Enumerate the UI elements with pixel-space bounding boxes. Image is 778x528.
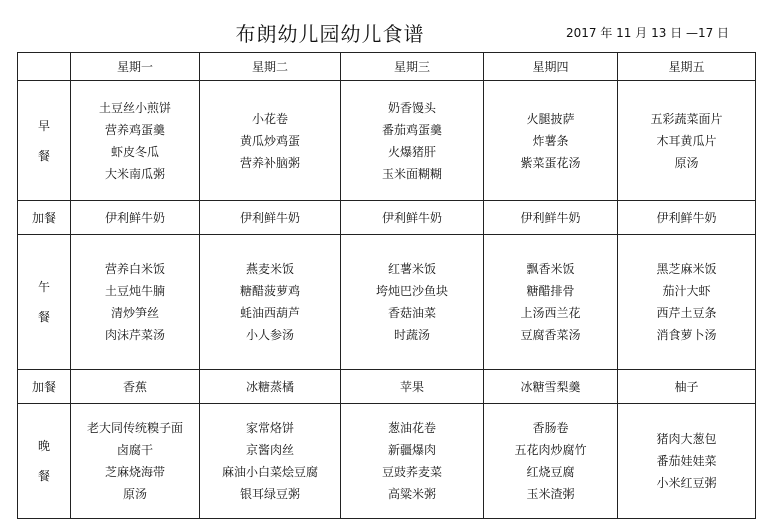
dish-item: 大米南瓜粥 (104, 166, 165, 181)
dish-item: 伊利鲜牛奶 (381, 210, 442, 225)
dish-item: 蚝油西葫芦 (239, 306, 300, 320)
menu-cell (200, 201, 341, 235)
dish-item: 黄瓜炒鸡蛋 (239, 133, 300, 148)
dish-item: 炸薯条 (532, 133, 569, 148)
dish-item: 营养补脑粥 (239, 155, 300, 170)
dish-item: 麻油小白菜烩豆腐 (221, 465, 318, 479)
menu-cell (71, 370, 200, 404)
dish-item: 老大同传统糗子面 (86, 421, 183, 435)
dish-item: 垮炖巴沙鱼块 (375, 284, 448, 298)
dish-item: 五彩蔬菜面片 (650, 111, 723, 126)
dish-item: 新疆爆肉 (387, 443, 436, 457)
dish-item: 伊利鲜牛奶 (656, 210, 717, 225)
menu-cell (484, 81, 618, 201)
dish-item: 小人参汤 (245, 328, 294, 342)
dish-item: 银耳绿豆粥 (239, 487, 300, 501)
dish-item: 消食萝卜汤 (656, 328, 717, 342)
dish-item: 营养鸡蛋羹 (104, 122, 165, 137)
meal-label (18, 370, 71, 404)
menu-cell (200, 81, 341, 201)
menu-cell (618, 201, 756, 235)
dish-item: 香菇油菜 (387, 306, 436, 320)
dish-item: 玉米渣粥 (526, 487, 575, 501)
menu-cell (618, 370, 756, 404)
day-header: 星期一 (71, 53, 200, 81)
meal-label-text: 餐 (37, 148, 50, 163)
dish-item: 奶香馒头 (387, 100, 436, 115)
meal-label-text: 餐 (37, 310, 50, 324)
menu-cell (618, 81, 756, 201)
dish-item: 土豆丝小煎饼 (98, 100, 171, 115)
dish-item: 小米红豆粥 (656, 476, 717, 490)
menu-table (17, 52, 756, 519)
menu-cell (484, 235, 618, 370)
dish-item: 上汤西兰花 (520, 306, 581, 320)
day-header: 星期二 (200, 53, 341, 81)
dish-item: 小花卷 (251, 111, 288, 126)
dish-item: 茄汁大虾 (662, 284, 711, 298)
dish-item: 火腿披萨 (526, 111, 575, 126)
dish-item: 原汤 (674, 155, 699, 170)
dish-item: 黑芝麻米饭 (656, 262, 717, 276)
menu-cell (341, 235, 484, 370)
dish-item: 飘香米饭 (526, 262, 575, 276)
dish-item: 伊利鲜牛奶 (104, 210, 165, 225)
menu-cell (71, 201, 200, 235)
lunch-row (18, 235, 756, 370)
dish-item: 燕麦米饭 (245, 262, 294, 276)
dish-item: 番茄娃娃菜 (656, 454, 717, 468)
header-row (18, 53, 756, 81)
dish-item: 柚子 (674, 379, 699, 394)
meal-label-text: 加餐 (31, 210, 56, 225)
dish-item: 芝麻烧海带 (104, 465, 165, 479)
meal-label-text: 加餐 (31, 379, 56, 394)
snack-row (18, 201, 756, 235)
menu-cell (341, 370, 484, 404)
dish-item: 豆腐香菜汤 (520, 328, 581, 342)
menu-cell (484, 370, 618, 404)
dish-item: 豆豉荞麦菜 (381, 465, 442, 479)
day-header: 星期四 (484, 53, 618, 81)
dish-item: 京酱肉丝 (245, 443, 294, 457)
dinner-row (18, 404, 756, 519)
meal-label-text: 餐 (37, 469, 50, 483)
dish-item: 猪肉大葱包 (656, 432, 717, 446)
dish-item: 清炒笋丝 (110, 306, 159, 320)
day-header: 星期三 (341, 53, 484, 81)
meal-label (18, 235, 71, 370)
menu-cell (618, 235, 756, 370)
dish-item: 玉米面糊糊 (381, 166, 442, 181)
dish-item: 香肠卷 (532, 421, 569, 435)
dish-item: 紫菜蛋花汤 (520, 155, 581, 170)
dish-item: 冰糖雪梨羹 (520, 379, 581, 394)
dish-item: 番茄鸡蛋羹 (381, 122, 442, 137)
dish-item: 伊利鲜牛奶 (520, 210, 581, 225)
page-title: 布朗幼儿园幼儿食谱 (235, 22, 425, 46)
corner-cell (18, 53, 71, 81)
dish-item: 苹果 (399, 379, 424, 394)
dish-item: 红烧豆腐 (526, 465, 575, 479)
meal-label (18, 201, 71, 235)
dish-item: 木耳黄瓜片 (656, 133, 717, 148)
dish-item: 伊利鲜牛奶 (239, 210, 300, 225)
meal-label (18, 81, 71, 201)
dish-item: 家常烙饼 (245, 421, 294, 435)
dish-item: 西芹土豆条 (656, 306, 717, 320)
dish-item: 卤腐干 (116, 443, 153, 457)
dish-item: 葱油花卷 (387, 421, 436, 435)
meal-label-text: 早 (37, 118, 50, 133)
breakfast-row (18, 81, 756, 201)
dish-item: 土豆炖牛腩 (104, 284, 165, 298)
menu-cell (71, 404, 200, 519)
meal-label-text: 晚 (37, 439, 50, 453)
dish-item: 冰糖蒸橘 (245, 379, 294, 394)
day-header: 星期五 (618, 53, 756, 81)
dish-item: 营养白米饭 (104, 262, 165, 276)
menu-cell (341, 201, 484, 235)
dish-item: 高粱米粥 (387, 487, 436, 501)
menu-cell (200, 404, 341, 519)
snack-row (18, 370, 756, 404)
meal-label (18, 404, 71, 519)
menu-cell (71, 235, 200, 370)
menu-cell (484, 404, 618, 519)
dish-item: 香蕉 (122, 379, 147, 394)
menu-cell (200, 370, 341, 404)
dish-item: 糖醋菠萝鸡 (239, 284, 300, 298)
dish-item: 原汤 (122, 487, 147, 501)
dish-item: 糖醋排骨 (526, 284, 575, 298)
dish-item: 肉沫芹菜汤 (104, 328, 165, 342)
menu-cell (341, 81, 484, 201)
dish-item: 五花肉炒腐竹 (514, 443, 587, 457)
dish-item: 火爆猪肝 (387, 144, 436, 159)
dish-item: 时蔬汤 (393, 328, 430, 342)
menu-cell (341, 404, 484, 519)
menu-cell (200, 235, 341, 370)
menu-cell (484, 201, 618, 235)
meal-label-text: 午 (37, 280, 50, 294)
dish-item: 红薯米饭 (387, 262, 436, 276)
menu-cell (618, 404, 756, 519)
dish-item: 虾皮冬瓜 (110, 144, 159, 159)
date-range: 2017 年 11 月 13 日 —17 日 (566, 26, 730, 40)
menu-cell (71, 81, 200, 201)
